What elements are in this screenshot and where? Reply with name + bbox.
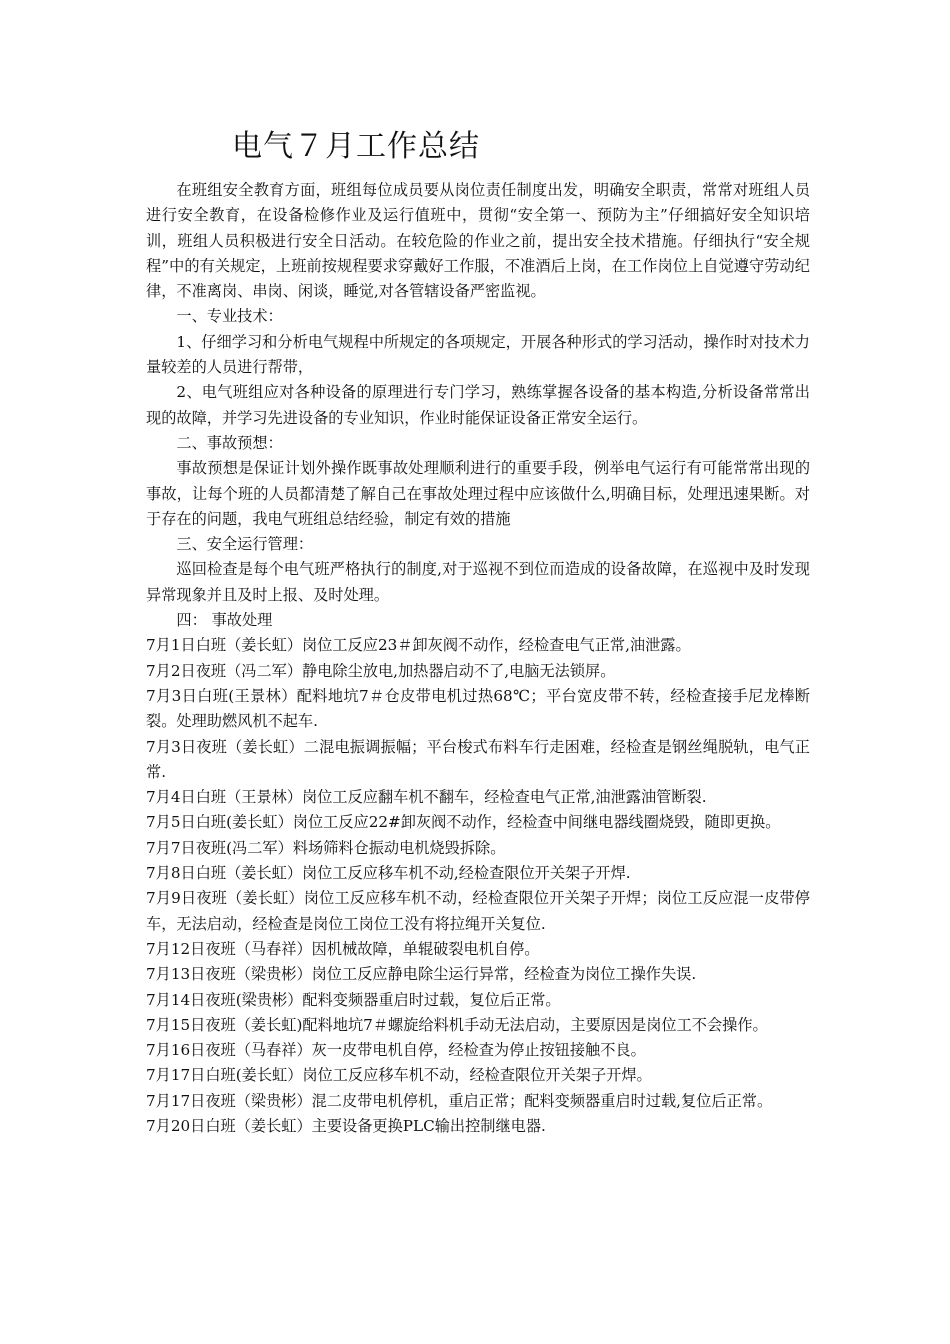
document-title: 电气７月工作总结 — [232, 129, 480, 164]
incident-entry: 7月7日夜班(冯二军）料场筛料仓振动电机烧毁拆除。 — [146, 838, 506, 857]
section-3-heading: 三、安全运行管理： — [176, 535, 314, 554]
section-4-heading: 四： 事故处理 — [176, 611, 273, 630]
section-1-item-1: 1、仔细学习和分析电气规程中所规定的各项规定，开展各种形式的学习活动，操作时对技术力量较差的人员进行帮带， — [146, 332, 810, 377]
document-body — [146, 178, 810, 1139]
incident-entry: 7月4日白班（王景林）岗位工反应翻车机不翻车，经检查电气正常,油泄露油管断裂. — [146, 788, 707, 807]
incident-entry: 7月3日白班(王景林）配料地坑7＃仓皮带电机过热68℃；平台宽皮带不转，经检查接手尼龙棒断裂。处理助燃风机不起车. — [146, 686, 810, 731]
incident-entry: 7月17日白班(姜长虹）岗位工反应移车机不动，经检查限位开关架子开焊。 — [146, 1066, 652, 1085]
section-2-heading: 二、事故预想： — [176, 433, 283, 452]
section-1-item-2: 2、电气班组应对各种设备的原理进行专门学习，熟练掌握各设备的基本构造,分析设备常常出现的故障，并学习先进设备的专业知识，作业时能保证设备正常安全运行。 — [146, 383, 810, 427]
section-2-paragraph: 事故预想是保证计划外操作既事故处理顺利进行的重要手段，例举电气运行有可能常常出现的事故，让每个班的人员都清楚了解自己在事故处理过程中应该做什么,明确目标，处理迅速果断。对于存在的问题，我电气班组总结经验，制定有效的措施 — [146, 459, 810, 528]
incident-entry: 7月17日夜班（梁贵彬）混二皮带电机停机，重启正常；配料变频器重启时过载,复位后正常。 — [146, 1091, 773, 1110]
incident-entry: 7月13日夜班（梁贵彬）岗位工反应静电除尘运行异常，经检查为岗位工操作失误. — [146, 965, 697, 984]
incident-log — [146, 633, 810, 1139]
incident-entry: 7月1日白班（姜长虹）岗位工反应23＃卸灰阀不动作，经检查电气正常,油泄露。 — [146, 636, 691, 655]
incident-entry: 7月8日白班（姜长虹）岗位工反应移车机不动,经检查限位开关架子开焊. — [146, 864, 631, 883]
incident-entry: 7月14日夜班(梁贵彬）配料变频器重启时过载，复位后正常。 — [146, 990, 561, 1009]
incident-entry: 7月20日白班（姜长虹）主要设备更换PLC输出控制继电器. — [146, 1116, 546, 1135]
section-3-paragraph: 巡回检查是每个电气班严格执行的制度,对于巡视不到位而造成的设备故障，在巡视中及时发现异常现象并且及时上报、及时处理。 — [146, 560, 810, 604]
section-1-heading: 一、专业技术： — [176, 307, 283, 326]
incident-entry: 7月2日夜班（冯二军）静电除尘放电,加热器启动不了,电脑无法锁屏。 — [146, 661, 616, 680]
incident-entry: 7月9日夜班（姜长虹）岗位工反应移车机不动，经检查限位开关架子开焊；岗位工反应混一皮带停车，无法启动，经检查是岗位工岗位工没有将拉绳开关复位. — [146, 889, 810, 933]
incident-entry: 7月16日夜班（马春祥）灰一皮带电机自停，经检查为停止按钮接触不良。 — [146, 1041, 646, 1060]
incident-entry: 7月5日白班(姜长虹）岗位工反应22#卸灰阀不动作，经检查中间继电器线圈烧毁，随即更换。 — [146, 813, 781, 832]
intro-paragraph: 在班组安全教育方面，班组每位成员要从岗位责任制度出发，明确安全职责，常常对班组人员进行安全教育，在设备检修作业及运行值班中，贯彻“安全第一、预防为主”仔细搞好安全知识培训，班组人员积极进行安全日活动。在较危险的作业之前，提出安全技术措施。仔细执行“安全规程”中的有关规定，上班前按规程要求穿戴好工作服，不准酒后上岗，在工作岗位上自觉遵守劳动纪律，不准离岗、串岗、闲谈，睡觉,对各管辖设备严密监视。 — [146, 181, 810, 301]
incident-entry: 7月3日夜班（姜长虹）二混电振调振幅；平台梭式布料车行走困难，经检查是钢丝绳脱轨，电气正常. — [146, 737, 810, 781]
incident-entry: 7月12日夜班（马春祥）因机械故障，单辊破裂电机自停。 — [146, 939, 540, 958]
incident-entry: 7月15日夜班（姜长虹)配料地坑7＃螺旋给料机手动无法启动，主要原因是岗位工不会操作。 — [146, 1015, 768, 1034]
